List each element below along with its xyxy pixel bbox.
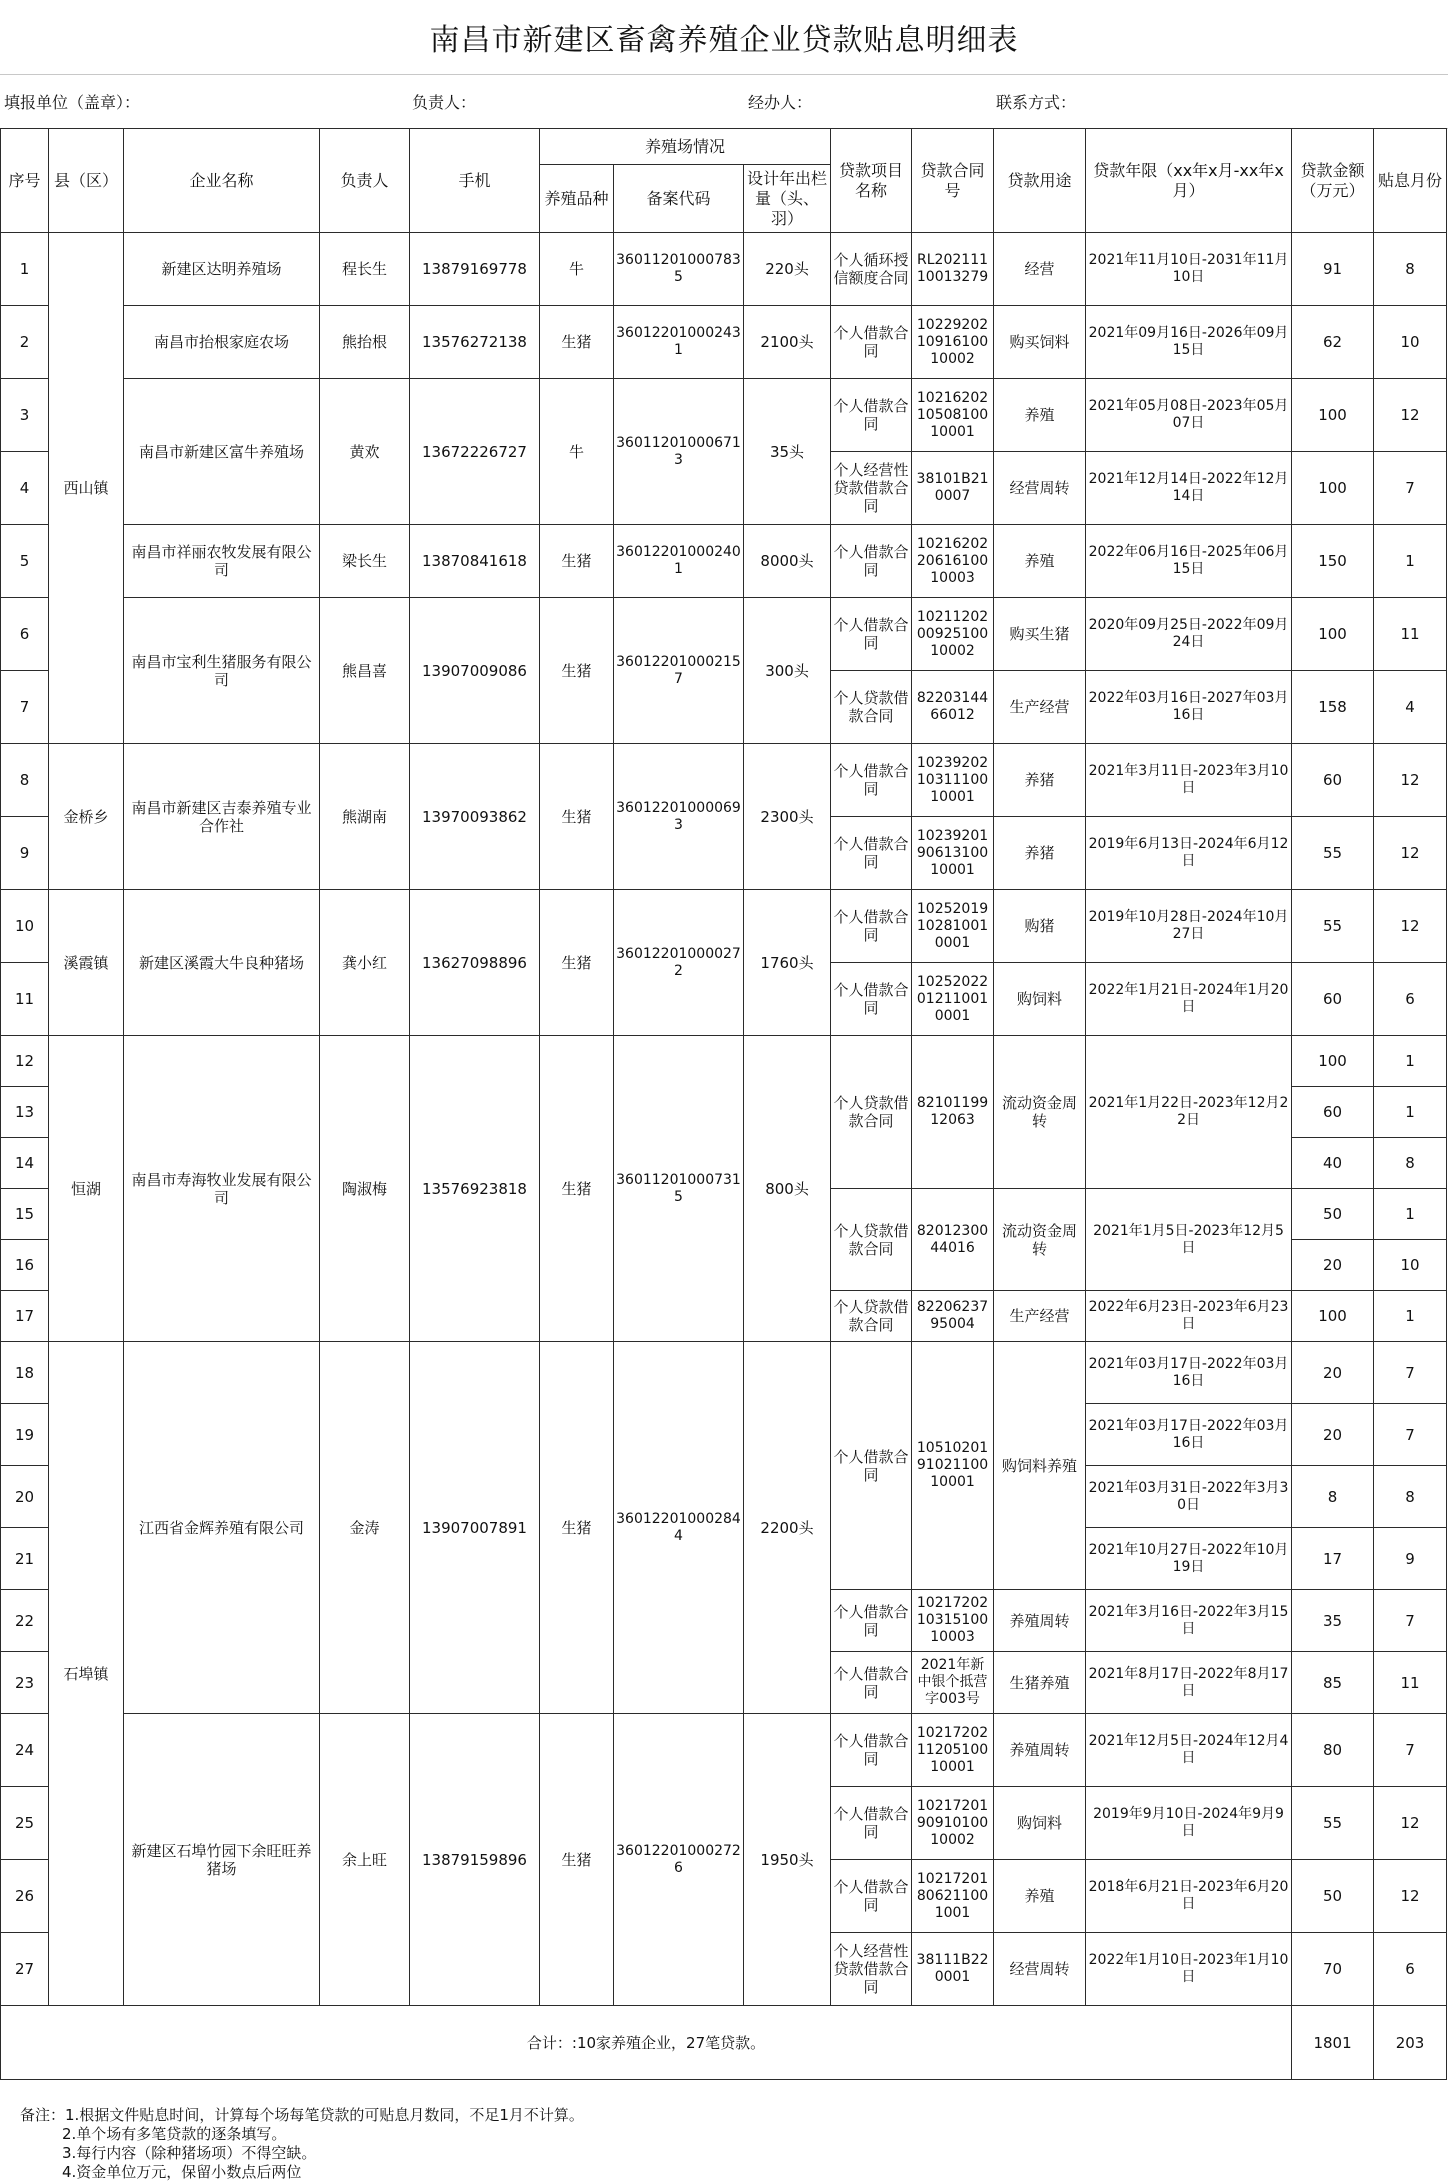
row-seq: 4	[1, 452, 49, 525]
total-amount: 1801	[1292, 2006, 1374, 2080]
species-cell: 生猪	[540, 525, 614, 598]
capacity-cell: 1760头	[744, 890, 831, 1036]
code-cell: 360112010006713	[614, 379, 744, 525]
loan-table	[0, 128, 1447, 2080]
amount-cell: 158	[1292, 671, 1374, 744]
amount-cell: 35	[1292, 1590, 1374, 1652]
row-seq: 6	[1, 598, 49, 671]
code-cell: 360122010002157	[614, 598, 744, 744]
company-cell: 新建区石埠竹园下余旺旺养猪场	[124, 1714, 320, 2006]
months-cell: 7	[1374, 1590, 1447, 1652]
purpose-cell: 流动资金周转	[994, 1189, 1086, 1291]
phone-cell: 13879159896	[410, 1714, 540, 2006]
species-cell: 生猪	[540, 744, 614, 890]
loan-name-cell: 个人经营性贷款借款合同	[831, 1933, 912, 2006]
row-seq: 13	[1, 1087, 49, 1138]
purpose-cell: 生猪养殖	[994, 1652, 1086, 1714]
header-contract: 贷款合同号	[912, 129, 994, 233]
months-cell: 12	[1374, 1860, 1447, 1933]
phone-cell: 13907007891	[410, 1342, 540, 1714]
header-purpose: 贷款用途	[994, 129, 1086, 233]
period-cell: 2022年6月23日-2023年6月23日	[1086, 1291, 1292, 1342]
header-amount: 贷款金额（万元）	[1292, 129, 1374, 233]
loan-name-cell: 个人借款合同	[831, 1342, 912, 1590]
period-cell: 2021年8月17日-2022年8月17日	[1086, 1652, 1292, 1714]
amount-cell: 85	[1292, 1652, 1374, 1714]
contract-cell: 102292021091610010002	[912, 306, 994, 379]
row-seq: 14	[1, 1138, 49, 1189]
company-cell: 新建区达明养殖场	[124, 233, 320, 306]
row-seq: 19	[1, 1404, 49, 1466]
months-cell: 4	[1374, 671, 1447, 744]
purpose-cell: 经营周转	[994, 1933, 1086, 2006]
months-cell: 8	[1374, 1466, 1447, 1528]
period-cell: 2021年03月17日-2022年03月16日	[1086, 1404, 1292, 1466]
capacity-cell: 800头	[744, 1036, 831, 1342]
amount-cell: 17	[1292, 1528, 1374, 1590]
contract-cell: 10217201806211001001	[912, 1860, 994, 1933]
loan-name-cell: 个人借款合同	[831, 1590, 912, 1652]
code-cell: 360122010002401	[614, 525, 744, 598]
period-cell: 2021年3月16日-2022年3月15日	[1086, 1590, 1292, 1652]
purpose-cell: 养猪	[994, 817, 1086, 890]
row-seq: 27	[1, 1933, 49, 2006]
period-cell: 2022年1月21日-2024年1月20日	[1086, 963, 1292, 1036]
months-cell: 1	[1374, 525, 1447, 598]
row-seq: 9	[1, 817, 49, 890]
contract-cell: 38101B210007	[912, 452, 994, 525]
period-cell: 2020年09月25日-2022年09月24日	[1086, 598, 1292, 671]
town-cell: 溪霞镇	[49, 890, 124, 1036]
amount-cell: 60	[1292, 963, 1374, 1036]
months-cell: 7	[1374, 1714, 1447, 1787]
phone-cell: 13970093862	[410, 744, 540, 890]
person-cell: 梁长生	[320, 525, 410, 598]
loan-name-cell: 个人借款合同	[831, 1787, 912, 1860]
row-seq: 16	[1, 1240, 49, 1291]
species-cell: 生猪	[540, 598, 614, 744]
species-cell: 生猪	[540, 1342, 614, 1714]
months-cell: 11	[1374, 598, 1447, 671]
header-loan-name: 贷款项目名称	[831, 129, 912, 233]
contract-cell: 102392021031110010001	[912, 744, 994, 817]
table-row	[1, 1342, 1447, 1404]
phone-cell: 13870841618	[410, 525, 540, 598]
company-cell: 南昌市新建区吉泰养殖专业合作社	[124, 744, 320, 890]
row-seq: 15	[1, 1189, 49, 1240]
row-seq: 20	[1, 1466, 49, 1528]
contract-cell: 102112020092510010002	[912, 598, 994, 671]
contract-cell: 102172021031510010003	[912, 1590, 994, 1652]
capacity-cell: 8000头	[744, 525, 831, 598]
principal-label: 负责人：	[412, 93, 477, 112]
contract-cell: 102520191028100100​01	[912, 890, 994, 963]
purpose-cell: 经营周转	[994, 452, 1086, 525]
row-seq: 3	[1, 379, 49, 452]
row-seq: 22	[1, 1590, 49, 1652]
row-seq: 17	[1, 1291, 49, 1342]
town-cell: 西山镇	[49, 233, 124, 744]
amount-cell: 100	[1292, 1036, 1374, 1087]
months-cell: 7	[1374, 452, 1447, 525]
purpose-cell: 购饲料养殖	[994, 1342, 1086, 1590]
purpose-cell: 流动资金周转	[994, 1036, 1086, 1189]
note-line: 备注：1.根据文件贴息时间，计算每个场每笔贷款的可贴息月数同，不足1月不计算。	[20, 2106, 584, 2124]
period-cell: 2019年6月13日-2024年6月12日	[1086, 817, 1292, 890]
amount-cell: 55	[1292, 1787, 1374, 1860]
total-row	[1, 2006, 1447, 2080]
phone-cell: 13879169778	[410, 233, 540, 306]
period-cell: 2019年10月28日-2024年10月27日	[1086, 890, 1292, 963]
company-cell: 江西省金辉养殖有限公司	[124, 1342, 320, 1714]
header-farm-group: 养殖场情况	[540, 129, 831, 165]
header-company: 企业名称	[124, 129, 320, 233]
contract-cell: 102172019091010010002	[912, 1787, 994, 1860]
row-seq: 12	[1, 1036, 49, 1087]
period-cell: 2021年12月5日-2024年12月4日	[1086, 1714, 1292, 1787]
months-cell: 12	[1374, 817, 1447, 890]
person-cell: 金涛	[320, 1342, 410, 1714]
loan-name-cell: 个人循环授信额度合同	[831, 233, 912, 306]
purpose-cell: 经营	[994, 233, 1086, 306]
row-seq: 5	[1, 525, 49, 598]
months-cell: 10	[1374, 306, 1447, 379]
amount-cell: 100	[1292, 452, 1374, 525]
period-cell: 2021年12月14日-2022年12月14日	[1086, 452, 1292, 525]
months-cell: 12	[1374, 890, 1447, 963]
company-cell: 南昌市宝利生猪服务有限公司	[124, 598, 320, 744]
amount-cell: 40	[1292, 1138, 1374, 1189]
amount-cell: 100	[1292, 598, 1374, 671]
period-cell: 2021年1月22日-2023年12月22日	[1086, 1036, 1292, 1189]
contract-cell: 38111B220001	[912, 1933, 994, 2006]
row-seq: 25	[1, 1787, 49, 1860]
amount-cell: 100	[1292, 379, 1374, 452]
months-cell: 1	[1374, 1036, 1447, 1087]
table-row	[1, 306, 1447, 379]
period-cell: 2021年09月16日-2026年09月15日	[1086, 306, 1292, 379]
months-cell: 8	[1374, 1138, 1447, 1189]
town-cell: 金桥乡	[49, 744, 124, 890]
months-cell: 12	[1374, 379, 1447, 452]
row-seq: 7	[1, 671, 49, 744]
period-cell: 2021年3月11日-2023年3月10日	[1086, 744, 1292, 817]
purpose-cell: 养殖	[994, 1860, 1086, 1933]
species-cell: 牛	[540, 379, 614, 525]
loan-name-cell: 个人贷款借款合同	[831, 1291, 912, 1342]
loan-name-cell: 个人借款合同	[831, 1652, 912, 1714]
code-cell: 360112010007835	[614, 233, 744, 306]
contract-cell: 102172021120510010001	[912, 1714, 994, 1787]
purpose-cell: 养殖周转	[994, 1590, 1086, 1652]
company-cell: 南昌市抬根家庭农场	[124, 306, 320, 379]
species-cell: 生猪	[540, 890, 614, 1036]
company-cell: 南昌市新建区富牛养殖场	[124, 379, 320, 525]
capacity-cell: 1950头	[744, 1714, 831, 2006]
contract-cell: 102162022061610010003	[912, 525, 994, 598]
header-person: 负责人	[320, 129, 410, 233]
months-cell: 11	[1374, 1652, 1447, 1714]
person-cell: 熊昌喜	[320, 598, 410, 744]
header-county: 县（区）	[49, 129, 124, 233]
loan-name-cell: 个人借款合同	[831, 744, 912, 817]
capacity-cell: 2300头	[744, 744, 831, 890]
contract-cell: 8220314466012	[912, 671, 994, 744]
months-cell: 1	[1374, 1087, 1447, 1138]
code-cell: 360122010002844	[614, 1342, 744, 1714]
town-cell: 恒湖	[49, 1036, 124, 1342]
purpose-cell: 购猪	[994, 890, 1086, 963]
amount-cell: 55	[1292, 817, 1374, 890]
total-label: 合计：:10家养殖企业，27笔贷款。	[1, 2006, 1292, 2080]
months-cell: 12	[1374, 744, 1447, 817]
amount-cell: 20	[1292, 1240, 1374, 1291]
person-cell: 余上旺	[320, 1714, 410, 2006]
months-cell: 12	[1374, 1787, 1447, 1860]
row-seq: 26	[1, 1860, 49, 1933]
amount-cell: 55	[1292, 890, 1374, 963]
unit-label: 填报单位（盖章）：	[4, 93, 141, 112]
capacity-cell: 220头	[744, 233, 831, 306]
period-cell: 2022年1月10日-2023年1月10日	[1086, 1933, 1292, 2006]
loan-name-cell: 个人借款合同	[831, 963, 912, 1036]
period-cell: 2022年06月16日-2025年06月15日	[1086, 525, 1292, 598]
contract-cell: RL20211110013279	[912, 233, 994, 306]
row-seq: 1	[1, 233, 49, 306]
code-cell: 360122010000272	[614, 890, 744, 1036]
contract-cell: 102162021050810010001	[912, 379, 994, 452]
purpose-cell: 购饲料	[994, 1787, 1086, 1860]
loan-name-cell: 个人借款合同	[831, 525, 912, 598]
species-cell: 生猪	[540, 1714, 614, 2006]
contract-cell: 2021年新中银个抵营字003号	[912, 1652, 994, 1714]
amount-cell: 20	[1292, 1342, 1374, 1404]
contract-cell: 8201230044016	[912, 1189, 994, 1291]
phone-cell: 13576923818	[410, 1036, 540, 1342]
company-cell: 南昌市祥丽农牧发展有限公司	[124, 525, 320, 598]
table-row	[1, 744, 1447, 817]
town-cell: 石埠镇	[49, 1342, 124, 2006]
months-cell: 7	[1374, 1342, 1447, 1404]
row-seq: 8	[1, 744, 49, 817]
contact-label: 联系方式：	[996, 93, 1077, 112]
code-cell: 360122010000693	[614, 744, 744, 890]
purpose-cell: 购买饲料	[994, 306, 1086, 379]
row-seq: 10	[1, 890, 49, 963]
loan-name-cell: 个人借款合同	[831, 306, 912, 379]
table-row	[1, 890, 1447, 963]
company-cell: 南昌市寿海牧业发展有限公司	[124, 1036, 320, 1342]
months-cell: 6	[1374, 963, 1447, 1036]
header-phone: 手机	[410, 129, 540, 233]
phone-cell: 13672226727	[410, 379, 540, 525]
header-period: 贷款年限（xx年x月-xx年x月）	[1086, 129, 1292, 233]
capacity-cell: 2200头	[744, 1342, 831, 1714]
page-title: 南昌市新建区畜禽养殖企业贷款贴息明细表	[0, 0, 1448, 75]
loan-name-cell: 个人借款合同	[831, 817, 912, 890]
contract-cell: 8210119912063	[912, 1036, 994, 1189]
species-cell: 牛	[540, 233, 614, 306]
table-row	[1, 598, 1447, 671]
species-cell: 生猪	[540, 1036, 614, 1342]
header-species: 养殖品种	[540, 165, 614, 233]
amount-cell: 20	[1292, 1404, 1374, 1466]
contract-cell: 105102019102110010001	[912, 1342, 994, 1590]
person-cell: 熊湖南	[320, 744, 410, 890]
amount-cell: 60	[1292, 1087, 1374, 1138]
loan-name-cell: 个人借款合同	[831, 890, 912, 963]
table-row	[1, 1714, 1447, 1787]
period-cell: 2018年6月21日-2023年6月20日	[1086, 1860, 1292, 1933]
period-cell: 2021年10月27日-2022年10月19日	[1086, 1528, 1292, 1590]
note-line: 2.单个场有多笔贷款的逐条填写。	[62, 2125, 287, 2143]
months-cell: 6	[1374, 1933, 1447, 2006]
period-cell: 2019年9月10日-2024年9月9日	[1086, 1787, 1292, 1860]
capacity-cell: 300头	[744, 598, 831, 744]
period-cell: 2022年03月16日-2027年03月16日	[1086, 671, 1292, 744]
months-cell: 1	[1374, 1189, 1447, 1240]
person-cell: 熊抬根	[320, 306, 410, 379]
loan-name-cell: 个人贷款借款合同	[831, 1036, 912, 1189]
table-row	[1, 1036, 1447, 1087]
purpose-cell: 生产经营	[994, 1291, 1086, 1342]
note-line: 3.每行内容（除种猪场项）不得空缺。	[62, 2144, 317, 2162]
amount-cell: 60	[1292, 744, 1374, 817]
row-seq: 11	[1, 963, 49, 1036]
row-seq: 24	[1, 1714, 49, 1787]
amount-cell: 70	[1292, 1933, 1374, 2006]
code-cell: 360122010002726	[614, 1714, 744, 2006]
loan-name-cell: 个人贷款借款合同	[831, 671, 912, 744]
period-cell: 2021年1月5日-2023年12月5日	[1086, 1189, 1292, 1291]
months-cell: 9	[1374, 1528, 1447, 1590]
amount-cell: 91	[1292, 233, 1374, 306]
loan-name-cell: 个人借款合同	[831, 598, 912, 671]
person-cell: 黄欢	[320, 379, 410, 525]
contract-cell: 8220623795004	[912, 1291, 994, 1342]
period-cell: 2021年11月10日-2031年11月10日	[1086, 233, 1292, 306]
phone-cell: 13576272138	[410, 306, 540, 379]
row-seq: 2	[1, 306, 49, 379]
handler-label: 经办人：	[748, 93, 813, 112]
code-cell: 360122010002431	[614, 306, 744, 379]
amount-cell: 80	[1292, 1714, 1374, 1787]
amount-cell: 62	[1292, 306, 1374, 379]
loan-name-cell: 个人借款合同	[831, 1860, 912, 1933]
period-cell: 2021年05月08日-2023年05月07日	[1086, 379, 1292, 452]
phone-cell: 13907009086	[410, 598, 540, 744]
months-cell: 10	[1374, 1240, 1447, 1291]
period-cell: 2021年03月17日-2022年03月16日	[1086, 1342, 1292, 1404]
period-cell: 2021年03月31日-2022年3月30日	[1086, 1466, 1292, 1528]
months-cell: 1	[1374, 1291, 1447, 1342]
purpose-cell: 购饲料	[994, 963, 1086, 1036]
note-line: 4.资金单位万元，保留小数点后两位	[62, 2163, 302, 2181]
loan-name-cell: 个人借款合同	[831, 1714, 912, 1787]
header-capacity: 设计年出栏量（头、羽）	[744, 165, 831, 233]
loan-name-cell: 个人贷款借款合同	[831, 1189, 912, 1291]
header-months: 贴息月份	[1374, 129, 1447, 233]
total-months: 203	[1374, 2006, 1447, 2080]
amount-cell: 100	[1292, 1291, 1374, 1342]
form-info-row	[0, 74, 1448, 129]
loan-name-cell: 个人借款合同	[831, 379, 912, 452]
contract-cell: 10252022012110010001	[912, 963, 994, 1036]
loan-name-cell: 个人经营性贷款借款合同	[831, 452, 912, 525]
purpose-cell: 养殖	[994, 379, 1086, 452]
table-row	[1, 525, 1447, 598]
person-cell: 陶淑梅	[320, 1036, 410, 1342]
row-seq: 21	[1, 1528, 49, 1590]
phone-cell: 13627098896	[410, 890, 540, 1036]
header-seq: 序号	[1, 129, 49, 233]
amount-cell: 150	[1292, 525, 1374, 598]
company-cell: 新建区溪霞大牛良种猪场	[124, 890, 320, 1036]
amount-cell: 50	[1292, 1860, 1374, 1933]
purpose-cell: 养殖周转	[994, 1714, 1086, 1787]
amount-cell: 8	[1292, 1466, 1374, 1528]
amount-cell: 50	[1292, 1189, 1374, 1240]
row-seq: 23	[1, 1652, 49, 1714]
table-row	[1, 379, 1447, 452]
months-cell: 7	[1374, 1404, 1447, 1466]
table-row	[1, 233, 1447, 306]
contract-cell: 102392019061310010001	[912, 817, 994, 890]
purpose-cell: 养殖	[994, 525, 1086, 598]
code-cell: 360112010007315	[614, 1036, 744, 1342]
purpose-cell: 养猪	[994, 744, 1086, 817]
header-code: 备案代码	[614, 165, 744, 233]
row-seq: 18	[1, 1342, 49, 1404]
capacity-cell: 2100头	[744, 306, 831, 379]
months-cell: 8	[1374, 233, 1447, 306]
person-cell: 龚小红	[320, 890, 410, 1036]
purpose-cell: 生产经营	[994, 671, 1086, 744]
species-cell: 生猪	[540, 306, 614, 379]
capacity-cell: 35头	[744, 379, 831, 525]
person-cell: 程长生	[320, 233, 410, 306]
purpose-cell: 购买生猪	[994, 598, 1086, 671]
